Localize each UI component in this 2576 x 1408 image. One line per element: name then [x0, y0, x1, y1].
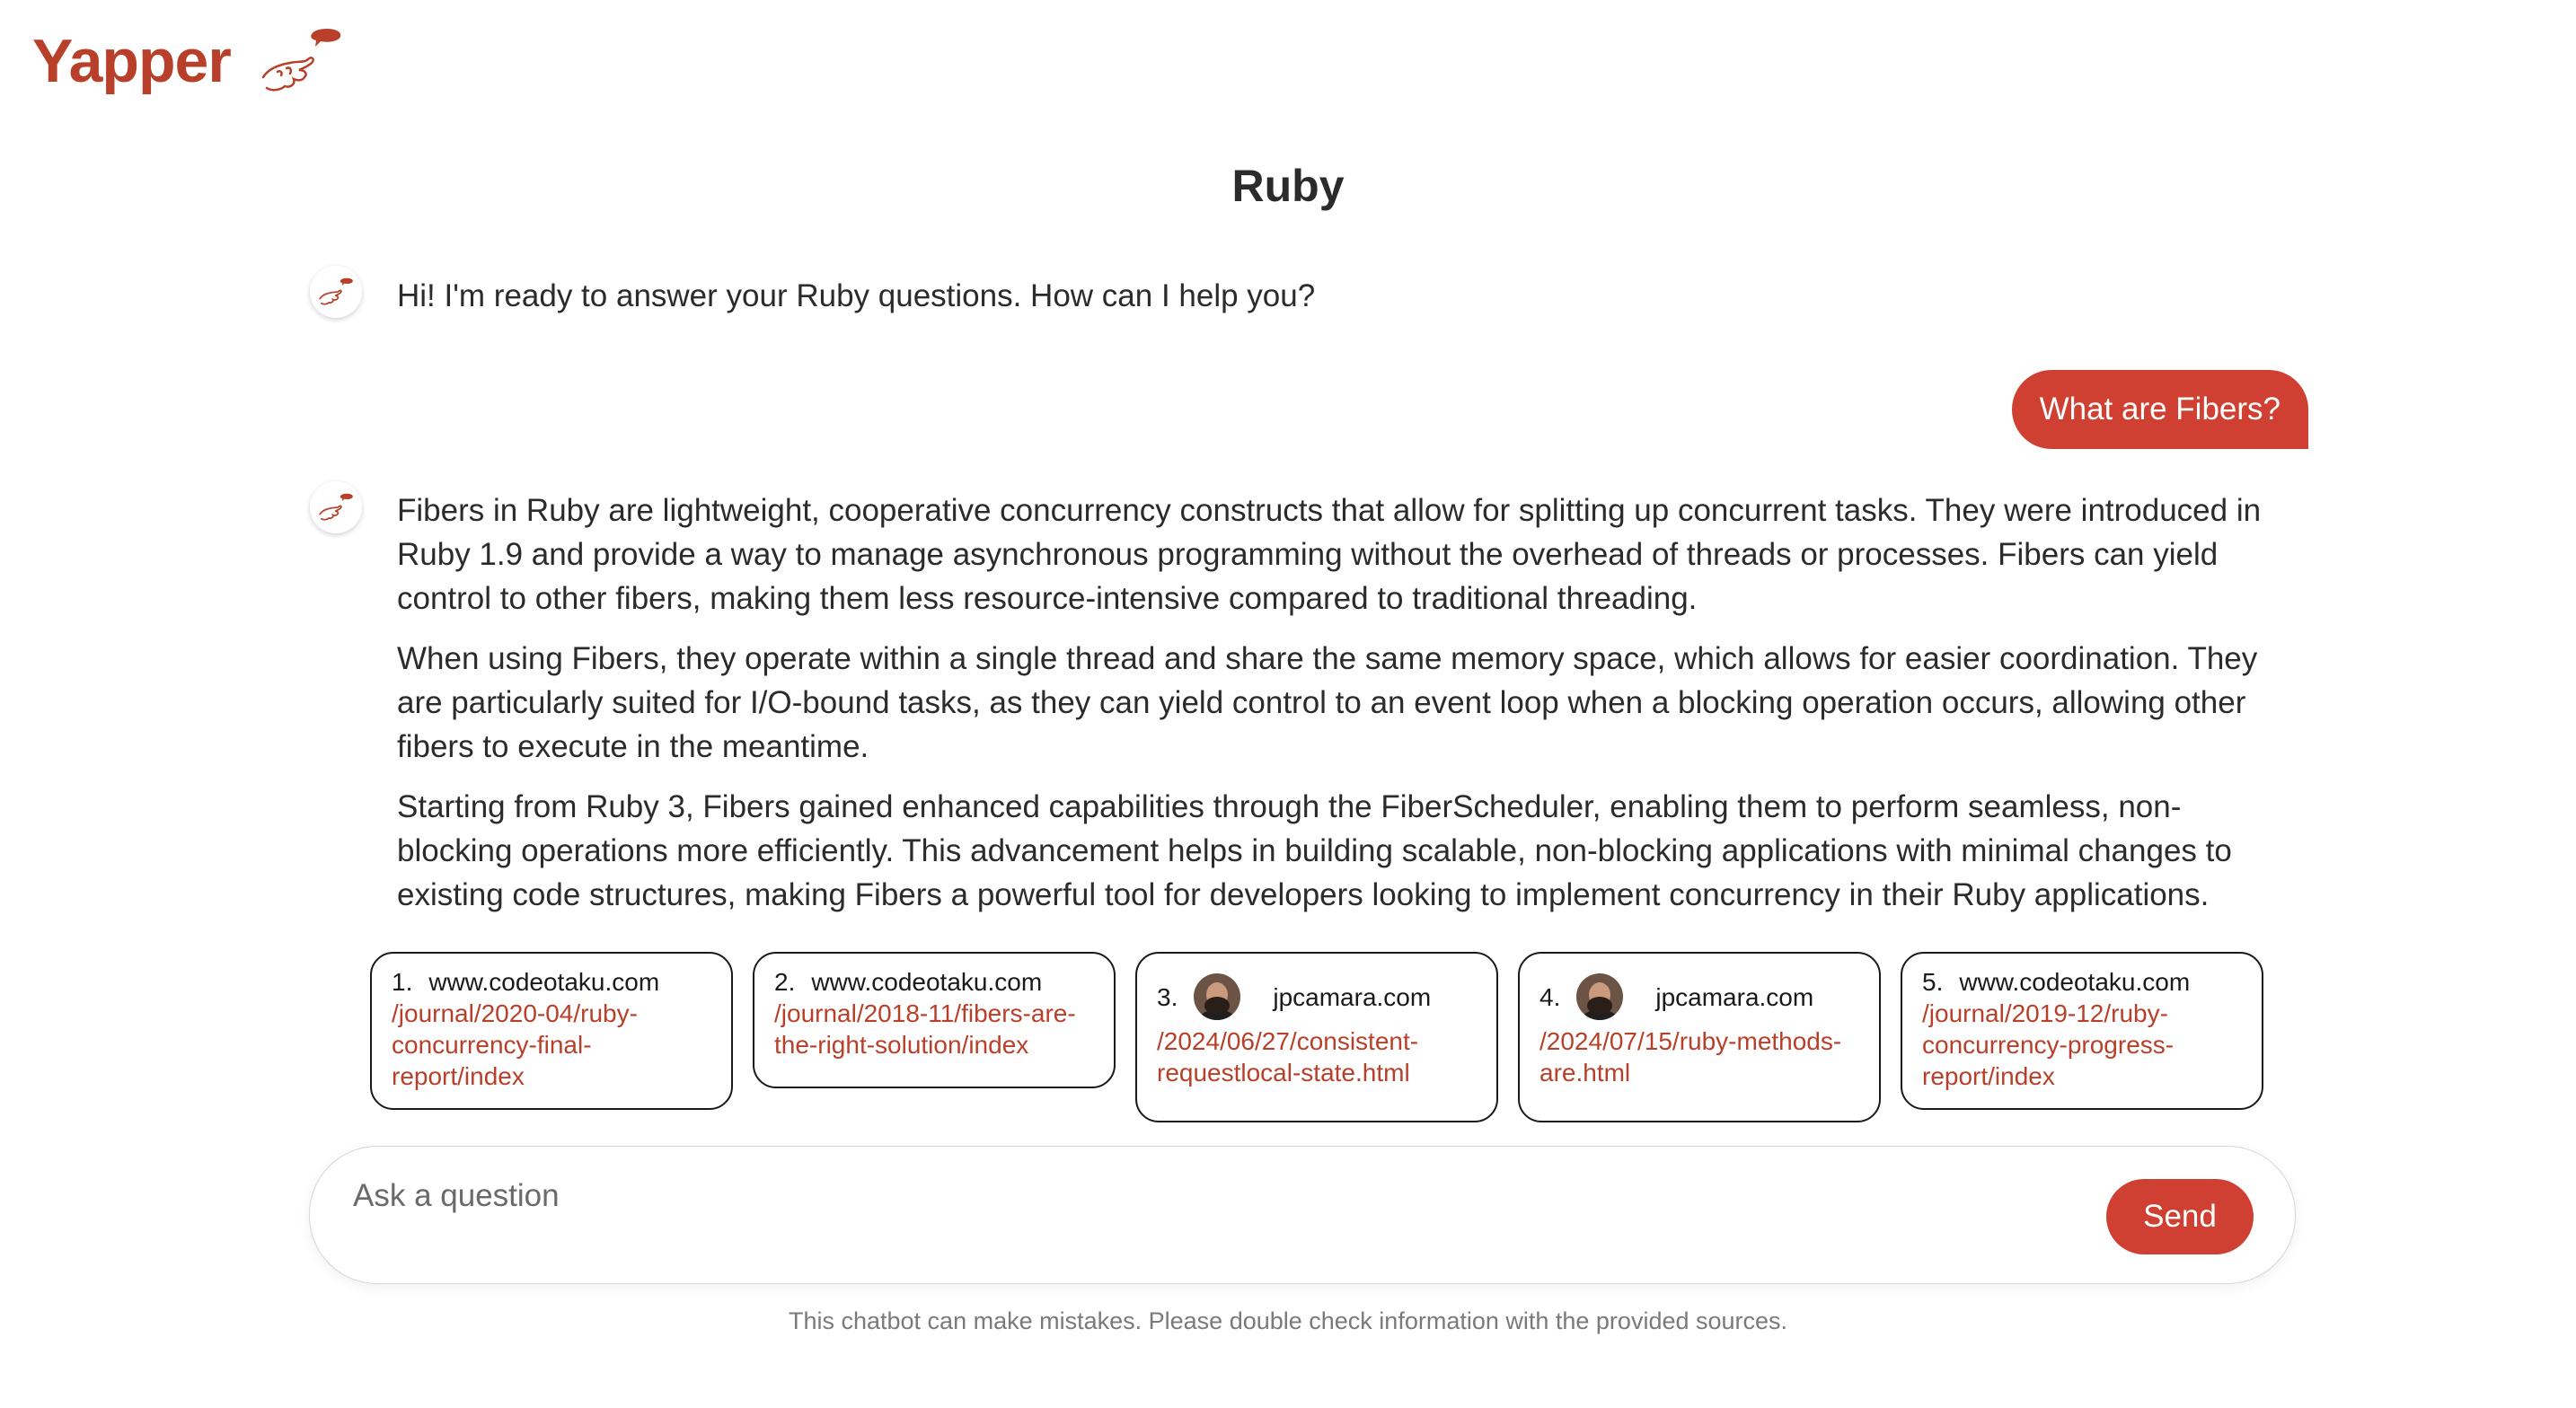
message-text: Hi! I'm ready to answer your Ruby questions. How can I help you? [397, 278, 1316, 313]
question-input[interactable] [353, 1174, 2060, 1219]
source-path: /2024/06/27/consistent-requestlocal-state.html [1157, 1027, 1419, 1087]
source-path: /journal/2018-11/fibers-are-the-right-solution/index [774, 999, 1076, 1059]
source-number: 4. [1539, 982, 1561, 1011]
speech-hand-icon [316, 492, 356, 523]
source-number: 5. [1922, 968, 1944, 996]
source-number: 1. [392, 968, 413, 996]
speech-hand-icon [256, 25, 346, 97]
source-host: www.codeotaku.com [811, 968, 1043, 996]
disclaimer: This chatbot can make mistakes. Please double check information with the provided sources. [788, 1307, 1788, 1334]
answer-paragraph: When using Fibers, they operate within a single thread and share the same memory space, which allows for easier coordination. They are particularly suited for I/O-bound tasks, as they can yield control to an event loop when a blocking operation occurs, allowing other fibers to execute in the meantime. [397, 641, 2258, 764]
source-card-5[interactable] [1901, 952, 2263, 1110]
bot-avatar [310, 266, 362, 318]
source-path: /journal/2020-04/ruby-concurrency-final-report/index [392, 999, 638, 1090]
answer-paragraph: Starting from Ruby 3, Fibers gained enhanced capabilities through the FiberScheduler, enabling them to perform seamless, non-blocking operations more efficiently. This advancement helps in building scalable, non-blocking applications with minimal changes to existing code structures, making Fibers a powerful tool for developers looking to implement concurrency in their Ruby applications. [397, 789, 2232, 912]
source-card-1[interactable] [370, 952, 733, 1110]
page-title: Ruby [1231, 161, 1345, 211]
source-host: www.codeotaku.com [1959, 968, 2191, 996]
composer [309, 1146, 2296, 1284]
source-host: jpcamara.com [1655, 982, 1814, 1011]
source-host: www.codeotaku.com [428, 968, 660, 996]
bot-avatar [310, 481, 362, 533]
author-avatar [1576, 973, 1623, 1020]
bot-message-answer [397, 488, 2265, 933]
source-number: 2. [774, 968, 796, 996]
user-message-bubble: What are Fibers? [2012, 370, 2308, 449]
source-card-3[interactable] [1135, 952, 1498, 1122]
bot-message-greeting [397, 274, 2265, 334]
app-logo[interactable] [32, 25, 346, 97]
source-path: /journal/2019-12/ruby-concurrency-progress-report/index [1922, 999, 2175, 1090]
speech-hand-icon [316, 277, 356, 307]
source-card-4[interactable] [1518, 952, 1881, 1122]
send-button[interactable]: Send [2106, 1179, 2254, 1254]
source-path: /2024/07/15/ruby-methods-are.html [1539, 1027, 1842, 1087]
source-host: jpcamara.com [1273, 982, 1432, 1011]
source-card-2[interactable] [753, 952, 1116, 1088]
author-avatar [1194, 973, 1240, 1020]
source-list [370, 952, 2263, 1122]
app-name: Yapper [32, 27, 231, 95]
answer-paragraph: Fibers in Ruby are lightweight, cooperative concurrency constructs that allow for splitting up concurrent tasks. They were introduced in Ruby 1.9 and provide a way to manage asynchronous programming without the overhead of threads or processes. Fibers can yield control to other fibers, making them less resource-intensive compared to traditional threading. [397, 493, 2262, 616]
source-number: 3. [1157, 982, 1178, 1011]
